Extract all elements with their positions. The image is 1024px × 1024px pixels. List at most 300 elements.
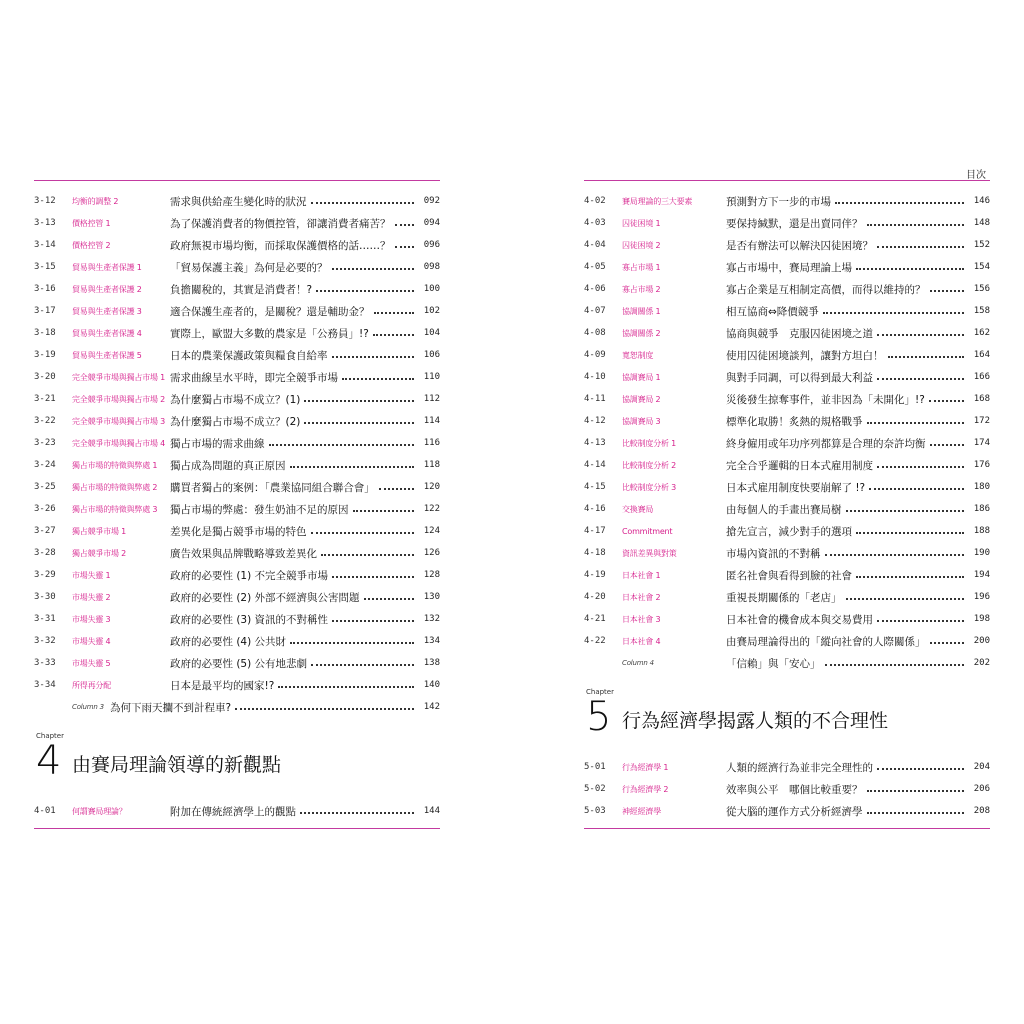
toc-entry[interactable] <box>584 498 990 520</box>
entry-number: 4-09 <box>584 350 606 360</box>
dot-leader <box>877 334 964 336</box>
entry-number: 3-19 <box>34 350 56 360</box>
toc-entry[interactable] <box>34 190 440 212</box>
entry-title: 政府的必要性 (3) 資訊的不對稱性 <box>170 613 329 626</box>
dot-leader <box>304 400 414 402</box>
bottom-rule <box>584 828 990 829</box>
entry-section-tag: 寡占市場 1 <box>622 262 661 272</box>
entry-page-number: 126 <box>423 548 440 558</box>
entry-number: 3-15 <box>34 262 56 272</box>
entry-section-tag: 獨占市場的特徵與弊處 3 <box>72 504 158 514</box>
entry-section-tag: 比較制度分析 2 <box>622 460 677 470</box>
entry-title: 「信賴」與「安心」 <box>726 657 821 670</box>
entry-title: 政府的必要性 (4) 公共財 <box>170 635 287 648</box>
dot-leader <box>342 378 414 380</box>
entry-section-tag: 貿易與生產者保護 5 <box>72 350 142 360</box>
entry-number: 3-33 <box>34 658 56 668</box>
entry-title: 需求曲線呈水平時，即完全競爭市場 <box>170 371 338 384</box>
entry-title: 相互協商⇔降價競爭 <box>726 305 819 318</box>
entry-page-number: 098 <box>423 262 440 272</box>
entry-page-number: 162 <box>973 328 990 338</box>
chapter-number: 4 <box>36 738 62 784</box>
dot-leader <box>877 378 964 380</box>
entry-page-number: 190 <box>973 548 990 558</box>
chapter-number: 5 <box>586 694 612 740</box>
toc-entry[interactable] <box>584 410 990 432</box>
entry-title: 要保持緘默，還是出賣同伴？ <box>726 217 863 230</box>
entry-title: 適合保護生產者的，是關稅？還是輔助金？ <box>170 305 370 318</box>
entry-title: 需求與供給產生變化時的狀況 <box>170 195 307 208</box>
toc-entry[interactable] <box>584 300 990 322</box>
toc-entry[interactable] <box>584 586 990 608</box>
dot-leader <box>930 290 965 292</box>
entry-page-number: 128 <box>423 570 440 580</box>
dot-leader <box>856 576 964 578</box>
entry-section-tag: 比較制度分析 3 <box>622 482 677 492</box>
entry-number: 4-03 <box>584 218 606 228</box>
entry-section-tag: 交換賽局 <box>622 504 654 514</box>
bottom-rule <box>34 828 440 829</box>
entry-section-tag: 市場失靈 1 <box>72 570 111 580</box>
entry-title: 實際上，歐盟大多數的農家是「公務員」!? <box>170 327 369 340</box>
entry-number: 3-20 <box>34 372 56 382</box>
entry-title: 預測對方下一步的市場 <box>726 195 831 208</box>
toc-entry[interactable] <box>34 234 440 256</box>
dot-leader <box>825 664 965 666</box>
entry-title: 標準化取勝！炙熱的規格戰爭 <box>726 415 863 428</box>
entry-number: 4-14 <box>584 460 606 470</box>
entry-title: 獨占市場的需求曲線 <box>170 437 265 450</box>
entry-page-number: 172 <box>973 416 990 426</box>
toc-entry[interactable] <box>584 756 990 778</box>
entry-page-number: 156 <box>973 284 990 294</box>
dot-leader <box>867 812 965 814</box>
toc-entry[interactable] <box>34 322 440 344</box>
entry-title: 寡占市場中，賽局理論上場 <box>726 261 852 274</box>
entry-number: 3-17 <box>34 306 56 316</box>
entry-page-number: 100 <box>423 284 440 294</box>
dot-leader <box>379 488 414 490</box>
entry-section-tag: 市場失靈 2 <box>72 592 111 602</box>
entry-number: 5-03 <box>584 806 606 816</box>
toc-entry[interactable] <box>34 344 440 366</box>
entry-title: 獨占市場的弊處：發生奶油不足的原因 <box>170 503 349 516</box>
dot-leader <box>311 202 415 204</box>
entry-title: 政府的必要性 (5) 公有地悲劇 <box>170 657 308 670</box>
entry-number: 4-20 <box>584 592 606 602</box>
entry-section-tag: 寬恕制度 <box>622 350 654 360</box>
toc-entry[interactable] <box>34 256 440 278</box>
entry-section-tag: 完全競爭市場與獨占市場 1 <box>72 372 166 382</box>
entry-number: 3-31 <box>34 614 56 624</box>
toc-column-entry[interactable] <box>34 696 440 718</box>
toc-entry[interactable] <box>34 432 440 454</box>
entry-number: 3-21 <box>34 394 56 404</box>
entry-section-tag: Column 3 <box>72 703 104 711</box>
toc-entry[interactable] <box>584 322 990 344</box>
entry-section-tag: 囚徒困境 1 <box>622 218 661 228</box>
toc-entry[interactable] <box>584 630 990 652</box>
entry-section-tag: 完全競爭市場與獨占市場 3 <box>72 416 166 426</box>
dot-leader <box>353 510 415 512</box>
entry-number: 4-06 <box>584 284 606 294</box>
entry-number: 4-12 <box>584 416 606 426</box>
toc-entry[interactable] <box>584 476 990 498</box>
entry-section-tag: 協調賽局 3 <box>622 416 661 426</box>
entry-number: 3-23 <box>34 438 56 448</box>
entry-page-number: 186 <box>973 504 990 514</box>
chapter-label: Chapter <box>586 688 614 696</box>
toc-entry[interactable] <box>34 366 440 388</box>
entry-page-number: 168 <box>973 394 990 404</box>
entry-page-number: 174 <box>973 438 990 448</box>
entry-page-number: 120 <box>423 482 440 492</box>
entry-number: 4-15 <box>584 482 606 492</box>
toc-entry[interactable] <box>34 388 440 410</box>
entry-section-tag: Column 4 <box>622 659 654 667</box>
dot-leader <box>290 466 415 468</box>
entry-title: 為何下雨天攔不到計程車? <box>110 701 232 714</box>
entry-section-tag: Commitment <box>622 526 673 536</box>
entry-number: 3-29 <box>34 570 56 580</box>
entry-section-tag: 日本社會 4 <box>622 636 661 646</box>
entry-number: 4-22 <box>584 636 606 646</box>
entry-title: 負擔關稅的，其實是消費者！? <box>170 283 313 296</box>
dot-leader <box>823 312 964 314</box>
entry-title: 政府無視市場均衡，而採取保護價格的話……？ <box>170 239 391 252</box>
dot-leader <box>877 768 964 770</box>
dot-leader <box>846 510 965 512</box>
entry-page-number: 096 <box>423 240 440 250</box>
toc-entry[interactable] <box>584 388 990 410</box>
entry-number: 3-18 <box>34 328 56 338</box>
entry-title: 人類的經濟行為並非完全理性的 <box>726 761 873 774</box>
entry-section-tag: 協調關係 1 <box>622 306 661 316</box>
entry-page-number: 158 <box>973 306 990 316</box>
entry-page-number: 106 <box>423 350 440 360</box>
dot-leader <box>278 686 414 688</box>
dot-leader <box>300 812 414 814</box>
toc-entry[interactable] <box>584 778 990 800</box>
dot-leader <box>332 356 415 358</box>
entry-section-tag: 比較制度分析 1 <box>622 438 677 448</box>
entry-title: 與對手同調，可以得到最大利益 <box>726 371 873 384</box>
dot-leader <box>373 334 414 336</box>
entry-page-number: 138 <box>423 658 440 668</box>
entry-title: 日本社會的機會成本與交易費用 <box>726 613 873 626</box>
entry-page-number: 114 <box>423 416 440 426</box>
entry-title: 從大腦的運作方式分析經濟學 <box>726 805 863 818</box>
dot-leader <box>825 554 965 556</box>
dot-leader <box>332 620 414 622</box>
toc-entry[interactable] <box>34 454 440 476</box>
chapter-title: 行為經濟學揭露人類的不合理性 <box>622 710 889 732</box>
chapter-label: Chapter <box>36 732 64 740</box>
dot-leader <box>929 400 964 402</box>
dot-leader <box>930 642 965 644</box>
entry-section-tag: 神經經濟學 <box>622 806 661 816</box>
dot-leader <box>867 422 965 424</box>
dot-leader <box>332 268 415 270</box>
toc-entry[interactable] <box>584 256 990 278</box>
entry-section-tag: 行為經濟學 2 <box>622 784 669 794</box>
page-header-title: 目次 <box>966 170 986 181</box>
dot-leader <box>269 444 415 446</box>
toc-entry[interactable] <box>34 476 440 498</box>
entry-page-number: 116 <box>423 438 440 448</box>
dot-leader <box>856 268 964 270</box>
toc-chapter-entry-list <box>584 756 990 822</box>
toc-entry[interactable] <box>34 410 440 432</box>
toc-entry[interactable] <box>584 234 990 256</box>
toc-entry[interactable] <box>584 454 990 476</box>
dot-leader <box>930 444 965 446</box>
dot-leader <box>364 598 414 600</box>
entry-number: 3-32 <box>34 636 56 646</box>
entry-title: 為了保護消費者的物價控管，卻讓消費者痛苦？ <box>170 217 391 230</box>
toc-entry[interactable] <box>34 674 440 696</box>
toc-entry[interactable] <box>34 586 440 608</box>
entry-page-number: 094 <box>423 218 440 228</box>
entry-section-tag: 完全競爭市場與獨占市場 4 <box>72 438 166 448</box>
dot-leader <box>304 422 414 424</box>
entry-number: 3-30 <box>34 592 56 602</box>
toc-entry[interactable] <box>584 564 990 586</box>
dot-leader <box>311 532 415 534</box>
entry-section-tag: 賽局理論的三大要素 <box>622 196 693 206</box>
entry-section-tag: 均衡的調整 2 <box>72 196 119 206</box>
chapter-heading <box>584 688 990 744</box>
entry-page-number: 200 <box>973 636 990 646</box>
entry-title: 獨占成為問題的真正原因 <box>170 459 286 472</box>
entry-page-number: 202 <box>973 658 990 668</box>
entry-number: 4-08 <box>584 328 606 338</box>
entry-page-number: 134 <box>423 636 440 646</box>
entry-title: 協商與競爭 克服囚徒困境之道 <box>726 327 873 340</box>
entry-title: 匿名社會與看得到臉的社會 <box>726 569 852 582</box>
entry-section-tag: 貿易與生產者保護 1 <box>72 262 142 272</box>
dot-leader <box>374 312 415 314</box>
toc-entry[interactable] <box>584 520 990 542</box>
entry-page-number: 176 <box>973 460 990 470</box>
dot-leader <box>332 576 414 578</box>
dot-leader <box>395 224 415 226</box>
entry-section-tag: 市場失靈 4 <box>72 636 111 646</box>
entry-page-number: 164 <box>973 350 990 360</box>
entry-section-tag: 價格控管 2 <box>72 240 111 250</box>
entry-section-tag: 日本社會 3 <box>622 614 661 624</box>
entry-section-tag: 日本社會 1 <box>622 570 661 580</box>
dot-leader <box>835 202 964 204</box>
toc-entry[interactable] <box>584 608 990 630</box>
dot-leader <box>311 664 414 666</box>
entry-page-number: 144 <box>423 806 440 816</box>
entry-title: 是否有辦法可以解決囚徒困境？ <box>726 239 873 252</box>
toc-entry[interactable] <box>34 520 440 542</box>
entry-section-tag: 獨占競爭市場 2 <box>72 548 127 558</box>
entry-section-tag: 市場失靈 5 <box>72 658 111 668</box>
entry-number: 3-14 <box>34 240 56 250</box>
entry-title: 廣告效果與品牌戰略導致差異化 <box>170 547 317 560</box>
entry-page-number: 130 <box>423 592 440 602</box>
entry-number: 4-01 <box>34 806 56 816</box>
entry-number: 4-04 <box>584 240 606 250</box>
dot-leader <box>846 598 965 600</box>
dot-leader <box>867 790 965 792</box>
entry-page-number: 206 <box>973 784 990 794</box>
toc-column-entry[interactable] <box>584 652 990 674</box>
entry-page-number: 118 <box>423 460 440 470</box>
toc-right-column <box>584 180 990 829</box>
toc-entry[interactable] <box>584 366 990 388</box>
entry-number: 3-16 <box>34 284 56 294</box>
toc-entry[interactable] <box>34 542 440 564</box>
entry-section-tag: 市場失靈 3 <box>72 614 111 624</box>
entry-number: 4-16 <box>584 504 606 514</box>
dot-leader <box>877 466 964 468</box>
dot-leader <box>395 246 415 248</box>
toc-entry-list <box>34 190 440 718</box>
toc-entry[interactable] <box>34 630 440 652</box>
entry-page-number: 142 <box>423 702 440 712</box>
toc-entry[interactable] <box>34 212 440 234</box>
toc-entry[interactable] <box>584 542 990 564</box>
entry-section-tag: 協調關係 2 <box>622 328 661 338</box>
toc-entry[interactable] <box>34 498 440 520</box>
dot-leader <box>877 246 964 248</box>
entry-number: 3-13 <box>34 218 56 228</box>
entry-title: 政府的必要性 (1) 不完全競爭市場 <box>170 569 329 582</box>
toc-entry[interactable] <box>584 212 990 234</box>
entry-number: 3-22 <box>34 416 56 426</box>
entry-page-number: 208 <box>973 806 990 816</box>
toc-entry[interactable] <box>34 564 440 586</box>
entry-number: 4-07 <box>584 306 606 316</box>
entry-number: 4-18 <box>584 548 606 558</box>
dot-leader <box>877 620 964 622</box>
entry-section-tag: 完全競爭市場與獨占市場 2 <box>72 394 166 404</box>
toc-left-column <box>34 180 440 829</box>
dot-leader <box>321 554 414 556</box>
entry-number: 3-25 <box>34 482 56 492</box>
entry-page-number: 152 <box>973 240 990 250</box>
entry-section-tag: 何謂賽局理論？ <box>72 806 127 816</box>
entry-section-tag: 價格控管 1 <box>72 218 111 228</box>
toc-entry[interactable] <box>34 652 440 674</box>
entry-page-number: 146 <box>973 196 990 206</box>
entry-number: 4-19 <box>584 570 606 580</box>
entry-page-number: 166 <box>973 372 990 382</box>
entry-page-number: 148 <box>973 218 990 228</box>
entry-number: 4-17 <box>584 526 606 536</box>
toc-entry[interactable] <box>34 300 440 322</box>
entry-section-tag: 貿易與生產者保護 3 <box>72 306 142 316</box>
entry-section-tag: 行為經濟學 1 <box>622 762 669 772</box>
toc-chapter-entry-list <box>34 800 440 822</box>
entry-page-number: 188 <box>973 526 990 536</box>
toc-entry[interactable] <box>34 608 440 630</box>
entry-page-number: 204 <box>973 762 990 772</box>
entry-section-tag: 日本社會 2 <box>622 592 661 602</box>
entry-title: 日本的農業保護政策與糧食自給率 <box>170 349 328 362</box>
entry-section-tag: 獨占市場的特徵與弊處 1 <box>72 460 158 470</box>
entry-title: 完全合乎邏輯的日本式雇用制度 <box>726 459 873 472</box>
entry-title: 「貿易保護主義」為何是必要的？ <box>170 261 328 274</box>
entry-section-tag: 囚徒困境 2 <box>622 240 661 250</box>
entry-title: 購買者獨占的案例：「農業協同組合聯合會」 <box>170 481 375 494</box>
entry-page-number: 180 <box>973 482 990 492</box>
entry-title: 寡占企業是互相制定高價，而得以維持的？ <box>726 283 926 296</box>
entry-title: 由賽局理論得出的「縱向社會的人際關係」 <box>726 635 926 648</box>
toc-entry[interactable] <box>584 344 990 366</box>
entry-number: 3-26 <box>34 504 56 514</box>
dot-leader <box>867 224 965 226</box>
entry-number: 4-21 <box>584 614 606 624</box>
entry-title: 附加在傳統經濟學上的觀點 <box>170 805 296 818</box>
toc-entry[interactable] <box>34 278 440 300</box>
entry-title: 使用囚徒困境談判，讓對方坦白！ <box>726 349 884 362</box>
entry-title: 效率與公平 哪個比較重要？ <box>726 783 863 796</box>
toc-entry[interactable] <box>584 190 990 212</box>
entry-number: 3-34 <box>34 680 56 690</box>
entry-number: 3-12 <box>34 196 56 206</box>
entry-number: 4-13 <box>584 438 606 448</box>
entry-title: 為什麼獨占市場不成立？(1) <box>170 393 301 406</box>
toc-entry[interactable] <box>584 432 990 454</box>
entry-section-tag: 寡占市場 2 <box>622 284 661 294</box>
entry-section-tag: 獨占市場的特徵與弊處 2 <box>72 482 158 492</box>
entry-page-number: 124 <box>423 526 440 536</box>
dot-leader <box>888 356 965 358</box>
entry-number: 4-05 <box>584 262 606 272</box>
entry-title: 災後發生掠奪事件，並非因為「未開化」!? <box>726 393 925 406</box>
entry-page-number: 198 <box>973 614 990 624</box>
chapter-heading <box>34 732 440 788</box>
entry-page-number: 194 <box>973 570 990 580</box>
entry-page-number: 110 <box>423 372 440 382</box>
entry-section-tag: 資訊差異與對策 <box>622 548 677 558</box>
dot-leader <box>290 642 414 644</box>
entry-page-number: 104 <box>423 328 440 338</box>
entry-number: 3-24 <box>34 460 56 470</box>
entry-title: 重視長期關係的「老店」 <box>726 591 842 604</box>
entry-title: 市場內資訊的不對稱 <box>726 547 821 560</box>
entry-section-tag: 所得再分配 <box>72 680 111 690</box>
top-rule <box>34 180 440 181</box>
toc-entry-list <box>584 190 990 674</box>
entry-number: 3-27 <box>34 526 56 536</box>
entry-number: 4-02 <box>584 196 606 206</box>
entry-page-number: 102 <box>423 306 440 316</box>
chapter-title: 由賽局理論領導的新觀點 <box>72 754 282 776</box>
entry-page-number: 132 <box>423 614 440 624</box>
dot-leader <box>869 488 964 490</box>
entry-section-tag: 貿易與生產者保護 2 <box>72 284 142 294</box>
toc-entry[interactable] <box>584 800 990 822</box>
entry-number: 4-11 <box>584 394 606 404</box>
entry-page-number: 196 <box>973 592 990 602</box>
toc-entry[interactable] <box>584 278 990 300</box>
entry-title: 由每個人的手畫出賽局樹 <box>726 503 842 516</box>
entry-section-tag: 貿易與生產者保護 4 <box>72 328 142 338</box>
dot-leader <box>235 708 414 710</box>
entry-number: 5-02 <box>584 784 606 794</box>
entry-title: 日本式雇用制度快要崩解了 !? <box>726 481 866 494</box>
entry-page-number: 092 <box>423 196 440 206</box>
dot-leader <box>316 290 414 292</box>
toc-entry[interactable] <box>34 800 440 822</box>
entry-title: 為什麼獨占市場不成立？(2) <box>170 415 301 428</box>
